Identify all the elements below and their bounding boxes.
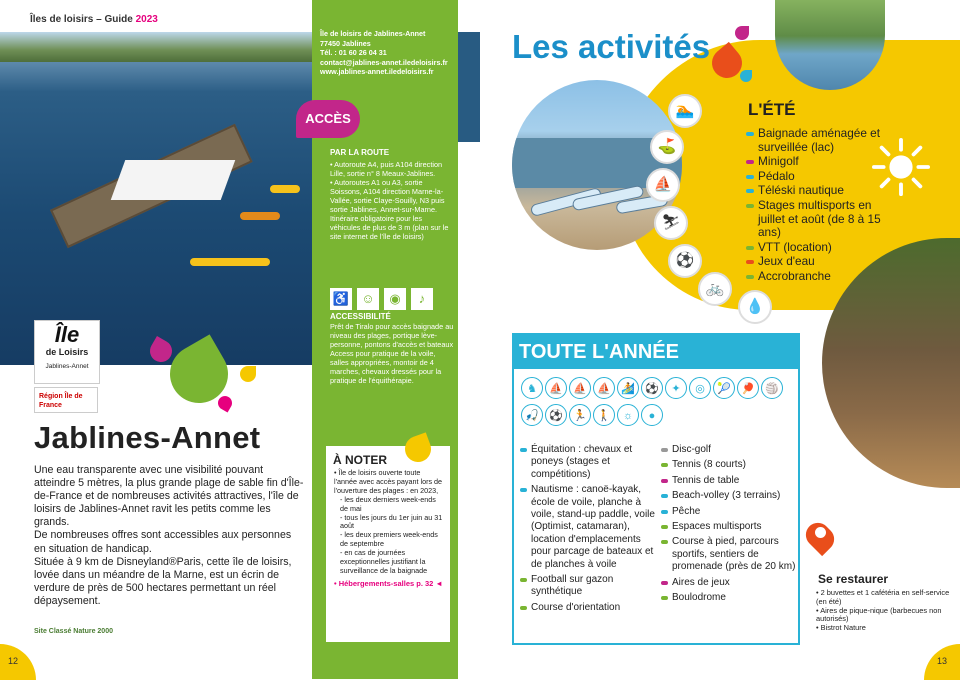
route-1: • Autoroute A4, puis A104 direction Lille, sortie n° 8 Meaux-Jablines. <box>330 160 443 178</box>
multisport-icon: ⚽ <box>545 404 567 426</box>
decor-drop <box>215 393 234 412</box>
toute-item: Boulodrome <box>661 592 797 604</box>
logo-small: Jablines-Annet <box>45 363 89 370</box>
running-icon: 🏃 <box>569 404 591 426</box>
paddle-board <box>190 258 270 266</box>
orientation-icon: ✦ <box>665 377 687 399</box>
intro-p1: Une eau transparente avec une visibilité pouvant atteindre 5 mètres, la plus grande plage de sable fin d'Île-de-France et de nombreuses activités attractives, l'île de loisirs de Jablines-Annet ravit les petits comme les grands. <box>34 464 304 529</box>
accessibility-text: Prêt de Tiralo pour accès baignade au niveau des plages, portique lève-personne, pontons d'accès et bateaux Access pour pratique de la voile, salles appropriées, montoir de 4 marches, chevaux dressés pour la pratique de l'équithérapie. <box>330 322 454 385</box>
paddle-board <box>240 212 280 220</box>
note-l1: • Île de loisirs ouverte toute l'année avec accès payant lors de l'ouverture des plages : en 2023, <box>334 468 443 495</box>
toute-annee-col2 <box>661 444 797 607</box>
restaurer-list <box>816 589 956 633</box>
note-l5: - en cas de journées exceptionnelles justifiant la surveillance de la baignade <box>340 548 428 575</box>
acces-badge: ACCÈS <box>296 100 360 138</box>
horse-icon: ♞ <box>521 377 543 399</box>
walking-icon: 🚶 <box>593 404 615 426</box>
ete-item: Jeux d'eau <box>746 255 896 269</box>
restaurer-l2: • Aires de pique-nique (barbecues non autorisés) <box>816 605 942 624</box>
page-number-left: 12 <box>8 656 19 666</box>
note-l4: - les deux premiers week-ends de septembre <box>340 530 438 549</box>
route-2: • Autoroutes A1 ou A3, sortie Soissons, A104 direction Marne-la-Vallée, sortie Claye-Souilly, N3 puis sortie Jablines, Annet-sur-Marne. Itinéraire obligatoire pour les véhicules de plus de 3 m (plan sur le site internet de l'île de loisirs) <box>330 178 449 241</box>
route-heading: PAR LA ROUTE <box>330 148 390 157</box>
natura-label: Site Classé Nature 2000 <box>34 628 113 635</box>
ete-item: Accrobranche <box>746 270 896 284</box>
tennis-icon: 🎾 <box>713 377 735 399</box>
toute-item: Aires de jeux <box>661 577 797 589</box>
wheelchair-icon: ♿ <box>330 288 352 310</box>
activites-title: Les activités <box>512 28 711 65</box>
ete-item: Minigolf <box>746 155 896 169</box>
pedalo-icon: ⛵ <box>646 168 680 202</box>
discgolf-icon: ◎ <box>689 377 711 399</box>
multisport-icon: ⚽ <box>668 244 702 278</box>
restaurant-pin-dot <box>815 527 826 538</box>
toute-annee-col1 <box>520 444 656 617</box>
toute-item: Course à pied, parcours sportifs, sentiers de promenade (près de 20 km) <box>661 536 797 573</box>
toute-item: Football sur gazon synthétique <box>520 574 656 599</box>
decor-drop <box>735 26 749 40</box>
football-icon: ⚽ <box>641 377 663 399</box>
playground-icon: ☼ <box>617 404 639 426</box>
volley-icon: 🏐 <box>761 377 783 399</box>
header-guide: Îles de loisirs – Guide <box>30 14 133 25</box>
ete-title: L'ÉTÉ <box>748 100 796 119</box>
note-l3: - tous les jours du 1er juin au 31 août <box>340 512 443 531</box>
contact-tel[interactable]: Tél. : 01 60 26 04 31 <box>320 48 387 58</box>
contact-web[interactable]: www.jablines-annet.iledeloisirs.fr <box>320 67 434 77</box>
ile-de-loisirs-logo <box>34 320 100 384</box>
hearing-disability-icon: ♪ <box>411 288 433 310</box>
swimming-icon: 🏊 <box>668 94 702 128</box>
bike-icon: 🚲 <box>698 272 732 306</box>
table-tennis-icon: 🏓 <box>737 377 759 399</box>
toute-item: Beach-volley (3 terrains) <box>661 490 797 502</box>
contact-name: Île de loisirs de Jablines-Annet <box>320 29 426 38</box>
petanque-icon: ● <box>641 404 663 426</box>
paddle-icon: 🏄 <box>617 377 639 399</box>
note-title: À NOTER <box>333 453 387 467</box>
note-box <box>326 446 450 642</box>
ete-item: Téléski nautique <box>746 184 896 198</box>
waterski-icon: ⛷ <box>654 206 688 240</box>
ete-item: Baignade aménagée et surveillée (lac) <box>746 127 896 154</box>
decor-drop <box>740 70 752 82</box>
toute-item: Tennis (8 courts) <box>661 459 797 471</box>
visual-disability-icon: ◉ <box>384 288 406 310</box>
contact-email[interactable]: contact@jablines-annet.iledeloisirs.fr <box>320 57 448 67</box>
running-header <box>30 14 158 25</box>
toute-item: Équitation : chevaux et poneys (stages et compétitions) <box>520 444 656 481</box>
accessibility-heading: ACCESSIBILITÉ <box>330 312 391 321</box>
intro-p2: De nombreuses offres sont accessibles aux personnes en situation de handicap. <box>34 529 292 555</box>
hebergements-link[interactable]: • Hébergements-salles p. 32 ◄ <box>334 578 443 588</box>
fishing-icon: 🎣 <box>521 404 543 426</box>
logo-big: Île <box>54 322 80 347</box>
contact-block <box>320 29 455 77</box>
region-label: Région Île de France <box>39 393 83 409</box>
treeline <box>0 32 312 62</box>
intro-text <box>34 464 304 608</box>
ete-item: Pédalo <box>746 170 896 184</box>
ete-item: VTT (location) <box>746 241 896 255</box>
toute-item: Disc-golf <box>661 444 797 456</box>
ete-item: Stages multisports en juillet et août (de 8 à 15 ans) <box>746 199 896 240</box>
toute-item: Espaces multisports <box>661 521 797 533</box>
note-l2: - les deux derniers week-ends de mai <box>340 494 436 513</box>
note-text <box>326 469 450 576</box>
page-number-right: 13 <box>937 656 948 666</box>
paddle-board <box>270 185 300 193</box>
contact-postcode: 77450 Jablines <box>320 38 371 48</box>
toute-item: Tennis de table <box>661 475 797 487</box>
mental-disability-icon: ☺ <box>357 288 379 310</box>
canopy <box>111 160 236 200</box>
restaurer-title: Se restaurer <box>818 572 889 586</box>
route-text <box>330 160 454 241</box>
header-year: 2023 <box>135 14 158 25</box>
toute-annee-title: TOUTE L'ANNÉE <box>512 333 800 369</box>
sailing-icon: ⛵ <box>569 377 591 399</box>
toute-item: Nautisme : canoë-kayak, école de voile, planche à voile, stand-up paddle, voile (Optimist, catamaran), location d'emplacements pour parcage de bateaux et de planches à voile <box>520 484 656 571</box>
sun-icon <box>872 138 930 196</box>
restaurer-l3: • Bistrot Nature <box>816 623 866 633</box>
toute-item: Course d'orientation <box>520 602 656 614</box>
page-title: Jablines-Annet <box>34 420 261 455</box>
toute-item: Pêche <box>661 506 797 518</box>
toute-annee-icons <box>521 377 793 431</box>
restaurer-l1: • 2 buvettes et 1 cafétéria en self-service (en été) <box>816 588 950 606</box>
water-games-icon: 💧 <box>738 290 772 324</box>
canoe-icon: ⛵ <box>545 377 567 399</box>
intro-p3: Située à 9 km de Disneyland®Paris, cette île de loisirs, lovée dans un méandre de la Marne, est un écrin de verdure de près de 500 hectares permettant un réel dépaysement. <box>34 555 292 607</box>
windsurf-icon: ⛵ <box>593 377 615 399</box>
decor-drop <box>240 366 256 382</box>
logo-mid: de Loisirs <box>45 347 89 357</box>
region-logo <box>34 387 98 413</box>
lake-photo-strip <box>458 32 480 142</box>
accessibility-icons <box>330 288 438 310</box>
minigolf-icon: ⛳ <box>650 130 684 164</box>
